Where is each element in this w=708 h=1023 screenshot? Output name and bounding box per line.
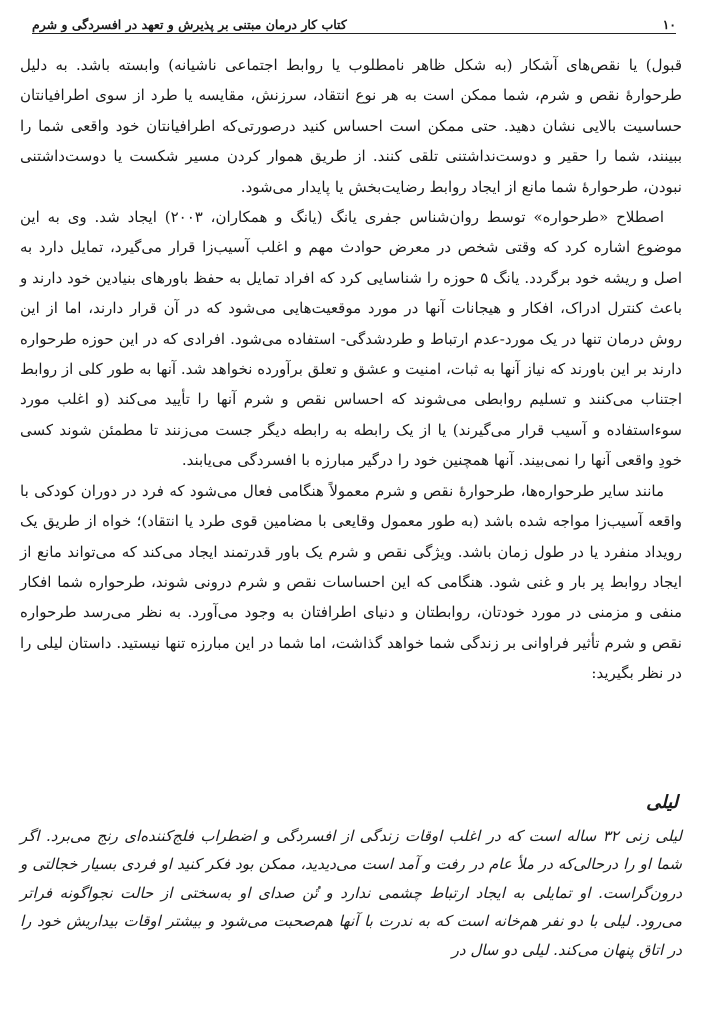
page-number: ۱۰	[662, 17, 676, 32]
story-text: لیلی زنی ۳۲ ساله است که در اغلب اوقات زندگی از افسردگی و اضطراب فلج‌کننده‌ای رنج می‌برد. اگر شما او را درحالی‌که در ملأ عام در رفت و آمد است می‌دیدید، ممکن بود فکر کنید او فردی بسیار خجالتی و درون‌گراست. او تمایلی به ایجاد ارتباط چشمی ندارد و تُن صدای او به‌سختی از حالت نجواگونه فراتر می‌رود. لیلی با دو نفر هم‌خانه است که به ندرت با آنها هم‌صحبت می‌شود و بیشتر اوقات بیداریش خود را در اتاق پنهان می‌کند. لیلی دو سال در	[20, 827, 682, 959]
story-title: لیلی	[646, 792, 678, 813]
paragraph: قبول) یا نقص‌های آشکار (به شکل ظاهر نامطلوب یا روابط اجتماعی ناشیانه) وابسته باشد. به دلیل طرحوارهٔ نقص و شرم، شما ممکن است به هر نوع انتقاد، سرزنش، مقایسه یا طرد از سوی اطرافیانتان حساسیت بالایی نشان دهید. حتی ممکن است احساس کنید درصورتی‌که اطرافیانتان خود واقعی شما را ببینند، شما را حقیر و دوست‌نداشتنی تلقی کنند. از طریق هموار کردن مسیر شکست یا دوست‌داشتنی نبودن، طرحوارهٔ شما مانع از ایجاد روابط رضایت‌بخش یا پایدار می‌شود.	[20, 56, 682, 196]
page-header	[32, 8, 676, 32]
paragraph: اصطلاح «طرحواره» توسط روان‌شناس جفری یانگ (یانگ و همکاران، ۲۰۰۳) ایجاد شد. وی به این موضوع اشاره کرد که وقتی شخص در معرض حوادث مهم و اغلب آسیب‌زا قرار می‌گیرد، تمایل دارد به اصل و ریشه خود برگردد. یانگ ۵ حوزه را شناسایی کرد که افراد تمایل به حفظ باورهای بنیادین خود دارند و باعث کنترل ادراک، افکار و هیجانات آنها در مورد موقعیت‌هایی می‌شود که در آن قرار دارند، اما از این روش درمان تنها در یک مورد-عدم ارتباط و طردشدگی- استفاده می‌شود. افرادی که در این حوزه طرحواره دارند بر این باورند که نیاز آنها به ثبات، امنیت و عشق و تعلق برآورده نخواهد شد. آنها به طور کلی از روابط اجتناب می‌کنند و تسلیم روابطی می‌شوند که احساس نقص و شرم آنها را تأیید می‌کند (و اغلب مورد سوءاستفاده و آسیب قرار می‌گیرند) یا از یک رابطه به رابطه دیگر جست می‌زنند تا مطمئن شوند کسی خودِ واقعی آنها را نمی‌بیند. آنها همچنین خود را درگیر مبارزه با افسردگی می‌یابند.	[20, 208, 682, 470]
header-divider	[32, 33, 676, 34]
paragraph: مانند سایر طرحواره‌ها، طرحوارهٔ نقص و شرم معمولاً هنگامی فعال می‌شود که فرد در دوران کودکی با واقعه آسیب‌زا مواجه شده باشد (به طور معمول وقایعی با مضامین قوی طرد یا انتقاد)؛ خواه از طریق یک رویداد منفرد یا در طول زمان باشد. ویژگی نقص و شرم یک باور قدرتمند ایجاد می‌کند که می‌تواند مانع از ایجاد روابط پر بار و غنی شود. هنگامی که این احساسات نقص و شرم درونی شوند، طرحواره شما افکار منفی و مزمنی در مورد خودتان، روابطتان و دنیای اطرافتان به وجود می‌آورد. به نظر می‌رسد طرحواره نقص و شرم تأثیر فراوانی بر زندگی شما خواهد گذاشت، اما شما در این مبارزه تنها نیستید. داستان لیلی را در نظر بگیرید:	[20, 481, 682, 683]
book-title: کتاب کار درمان مبتنی بر پذیرش و تعهد در افسردگی و شرم	[32, 17, 347, 32]
body-text	[20, 50, 682, 689]
